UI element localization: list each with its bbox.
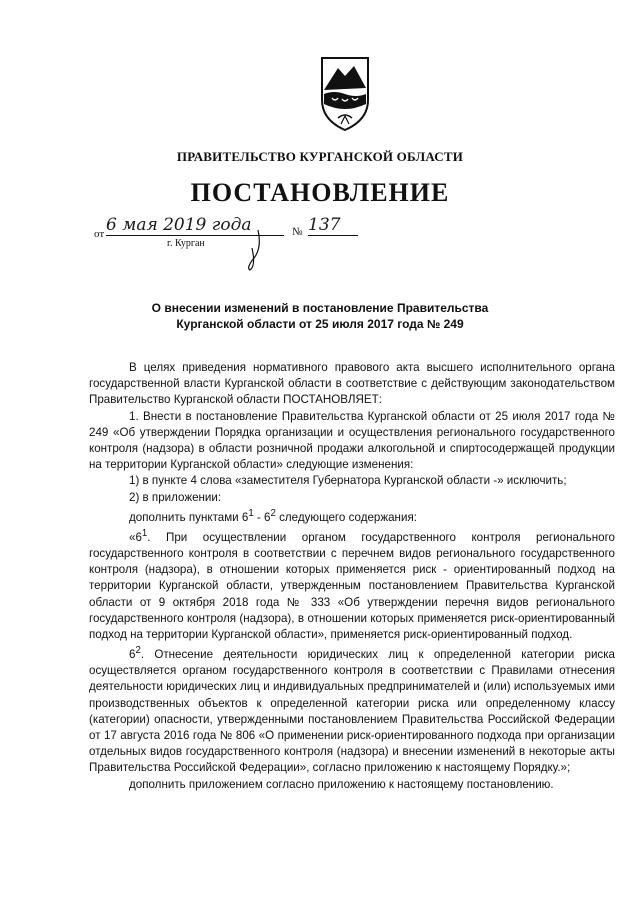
text: 6 xyxy=(129,648,136,662)
signature-stroke-icon xyxy=(236,228,266,272)
text: следующего содержания: xyxy=(275,510,417,524)
paragraph-point-6-2 xyxy=(89,643,615,776)
paragraph-point-6-1 xyxy=(89,526,615,643)
text: . При осуществлении органом государственного контроля регионального государственного контроля в соответствии с перечнем видов регионального государственного контроля (надзора), в отношении которых применяется риск - ориентированный подход на территории Курганской области, утвержденным постановлением Правительства Курганской области от 9 октября 2018 года № 333 «Об утверждении перечня видов регионального государственного контроля (надзора), в отношении которых применяется риск-ориентированный подход на территории Курганской области», применяется риск-ориентированный подход. xyxy=(89,530,615,641)
superscript: 2 xyxy=(270,507,276,519)
text: - 6 xyxy=(253,510,271,524)
paragraph-preamble: В целях приведения нормативного правового акта высшего исполнительного органа государственной власти Курганской области в соответствие с действующим законодательством Правительство Курганской области ПОСТАНОВЛЯЕТ: xyxy=(89,361,615,407)
handwritten-number: 137 xyxy=(308,216,358,236)
superscript: 1 xyxy=(248,507,254,519)
text: . Отнесение деятельности юридических лиц к определенной категории риска осуществляется органом государственного контроля в соответствии с Правилами отнесения деятельности юридических лиц и индивидуальных предпринимателей и (или) используемых ими производственных объектов к определенной категории риска или определенному классу (категории) опасности, утвержденными постановлением Правительства Российской Федерации от 17 августа 2016 года № 806 «О применении риск-ориентированного подхода при организации отдельных видов государственного контроля (надзора) и внесении изменений в некоторые акты Правительства Российской Федерации», согласно приложению к настоящему Порядку.»; xyxy=(89,648,615,775)
paragraph-subitem-2: 2) в приложении: xyxy=(129,490,222,504)
coat-of-arms-icon xyxy=(318,54,372,134)
superscript: 2 xyxy=(135,645,141,657)
authority-name: ПРАВИТЕЛЬСТВО КУРГАНСКОЙ ОБЛАСТИ xyxy=(176,149,464,164)
paragraph-add-appendix: дополнить приложением согласно приложению к настоящему постановлению. xyxy=(129,777,554,791)
text: «6 xyxy=(129,530,142,544)
date-prefix: от xyxy=(94,228,105,240)
superscript: 1 xyxy=(141,527,148,539)
number-label: № xyxy=(292,226,303,238)
text: дополнить пунктами 6 xyxy=(129,510,249,524)
paragraph-add-points xyxy=(89,506,615,526)
document-title xyxy=(0,300,640,332)
handwritten-date: 6 мая 2019 года xyxy=(106,216,284,236)
paragraph-subitem-1: 1) в пункте 4 слова «заместителя Губернатора Курганской области -» исключить; xyxy=(129,474,567,488)
paragraph-item-1: 1. Внести в постановление Правительства Курганской области от 25 июля 2017 года № 249 «Об утверждении Порядка организации и осуществления регионального государственного контроля (надзора) в области розничной продажи алкогольной и спиртосодержащей продукции на территории Курганской области» следующие изменения: xyxy=(89,409,615,472)
document-type: ПОСТАНОВЛЕНИЕ xyxy=(190,178,450,207)
title-line-1: О внесении изменений в постановление Правительства xyxy=(151,301,489,315)
city: г. Курган xyxy=(167,238,205,249)
document-body xyxy=(89,360,615,793)
title-line-2: Курганской области от 25 июля 2017 года № 249 xyxy=(176,317,464,331)
